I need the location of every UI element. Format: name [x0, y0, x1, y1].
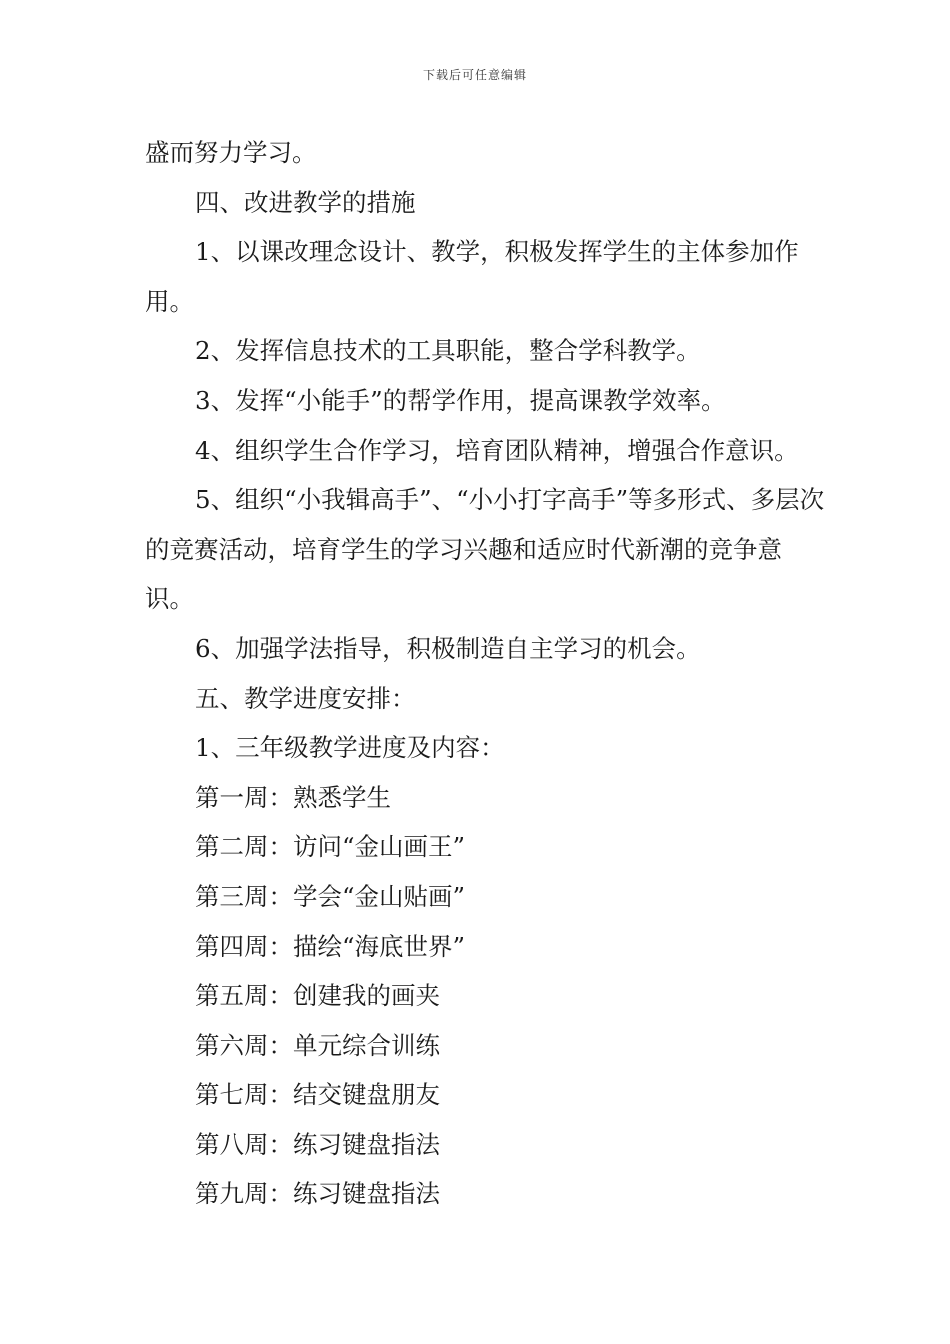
measure-item-3: 3、发挥“小能手”的帮学作用，提高课教学效率。: [195, 385, 726, 415]
section-heading-improve-measures: 四、改进教学的措施: [195, 187, 416, 217]
schedule-week-6: 第六周：单元综合训练: [195, 1030, 440, 1060]
measure-item-4: 4、组织学生合作学习，培育团队精神，增强合作意识。: [195, 435, 799, 465]
schedule-week-1: 第一周：熟悉学生: [195, 782, 391, 812]
schedule-subheading-grade3: 1、三年级教学进度及内容：: [195, 733, 505, 763]
measure-item-1: 1、以课改理念设计、教学，积极发挥学生的主体参加作用。: [145, 237, 799, 316]
page-header-note: 下载后可任意编辑: [422, 68, 527, 82]
schedule-week-8: 第八周：练习键盘指法: [195, 1129, 440, 1159]
schedule-week-7: 第七周：结交键盘朋友: [195, 1080, 440, 1110]
section-heading-schedule: 五、教学进度安排：: [195, 683, 416, 713]
document-body: [145, 128, 825, 1219]
schedule-week-3: 第三周：学会“金山贴画”: [195, 881, 466, 911]
measure-item-2: 2、发挥信息技术的工具职能，整合学科教学。: [195, 336, 701, 366]
schedule-week-2: 第二周：访问“金山画王”: [195, 832, 466, 862]
measure-item-5: 5、组织“小我辑高手”、“小小打字高手”等多形式、多层次的竞赛活动，培育学生的学习兴趣和适应时代新潮的竞争意识。: [145, 485, 825, 614]
schedule-week-9: 第九周：练习键盘指法: [195, 1179, 440, 1209]
measure-item-6: 6、加强学法指导，积极制造自主学习的机会。: [195, 633, 701, 663]
schedule-week-5: 第五周：创建我的画夹: [195, 981, 440, 1011]
schedule-week-4: 第四周：描绘“海底世界”: [195, 931, 466, 961]
paragraph-0: 盛而努力学习。: [145, 138, 317, 167]
